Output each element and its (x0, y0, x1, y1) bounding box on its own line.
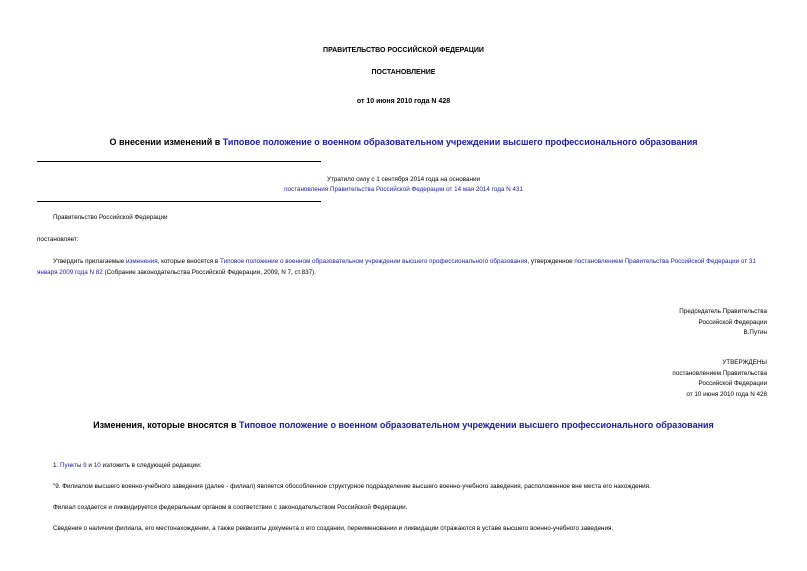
approved-line-4: от 10 июня 2010 года N 428 (686, 390, 767, 398)
resolution-link[interactable]: постановлением Правительства Российской Федерации от 31 января 2009 года N 82 (37, 258, 756, 276)
p1-text-b: , которые вносятся в (157, 258, 221, 265)
divider-bottom (37, 201, 321, 202)
signature-line-2: Российской Федерации (698, 318, 767, 326)
item-9-link[interactable]: Пункты 9 (60, 462, 87, 469)
approved-line-3: Российской Федерации (698, 380, 767, 387)
body-government: Правительство Российской Федерации (53, 214, 168, 221)
changes-title-prefix: Изменения, которые вносятся в (93, 420, 240, 430)
government-heading: ПРАВИТЕЛЬСТВО РОССИЙСКОЙ ФЕДЕРАЦИИ (323, 47, 484, 54)
approved-block (672, 358, 767, 400)
signature-line-1: Председатель Правительства (679, 308, 767, 315)
title-prefix: О внесении изменений в (109, 137, 223, 147)
p1-text-c: , утвержденное (527, 258, 575, 265)
change-item-1 (37, 461, 785, 471)
quote-paragraph-1: "9. Филиалом высшего военно-учебного заведения (далее - филиал) является обособленное структурное подразделение высшего военно-учебного заведения, расположенное вне места его нахождения. (53, 483, 651, 490)
document-date-number: от 10 июня 2010 года N 428 (356, 98, 451, 105)
body-decrees: постановляет: (37, 236, 79, 243)
body-paragraph-1 (37, 256, 769, 278)
item1-and: и (86, 462, 94, 469)
divider-top (37, 161, 321, 162)
item-10-link[interactable]: 10 (93, 462, 101, 469)
approved-line-2: постановлением Правительства (672, 369, 767, 377)
document-type: ПОСТАНОВЛЕНИЕ (371, 69, 436, 76)
p1-text-d: (Собрание законодательства Российской Федерации, 2009, N 7, ст.837). (102, 269, 316, 276)
status-note (0, 175, 807, 195)
changes-title-link[interactable]: Типовое положение о военном образовательном учреждении высшего профессионального образования (239, 420, 714, 430)
signature-block (679, 307, 767, 339)
quote-paragraph-3: Сведения о наличии филиала, его местонахождении, а также реквизиты документа о его создании, переименовании и ликвидации отражаются в уставе высшего военно-учебного заведения. (53, 525, 614, 532)
p1-text-a: Утвердить прилагаемые (53, 258, 126, 265)
regulation-link[interactable]: Типовое положение о военном образовательном учреждении высшего профессионального образования (220, 258, 528, 265)
document-title (0, 137, 807, 147)
item1-text: изложить в следующей редакции: (100, 462, 202, 469)
status-link[interactable]: постановления Правительства Российской Федерации от 14 мая 2014 года N 431 (284, 186, 523, 193)
item1-number: 1. (53, 462, 61, 469)
changes-link[interactable]: изменения (126, 258, 158, 265)
status-line: Утратило силу с 1 сентября 2014 года на основании (326, 176, 480, 183)
signature-name: В.Путин (743, 329, 767, 336)
title-link[interactable]: Типовое положение о военном образовательном учреждении высшего профессионального образования (222, 137, 698, 147)
approved-line-1: УТВЕРЖДЕНЫ (722, 359, 767, 366)
quote-paragraph-2: Филиал создается и ликвидируется федеральным органом в соответствии с законодательством Российской Федерации. (53, 504, 408, 511)
changes-title (0, 420, 807, 430)
